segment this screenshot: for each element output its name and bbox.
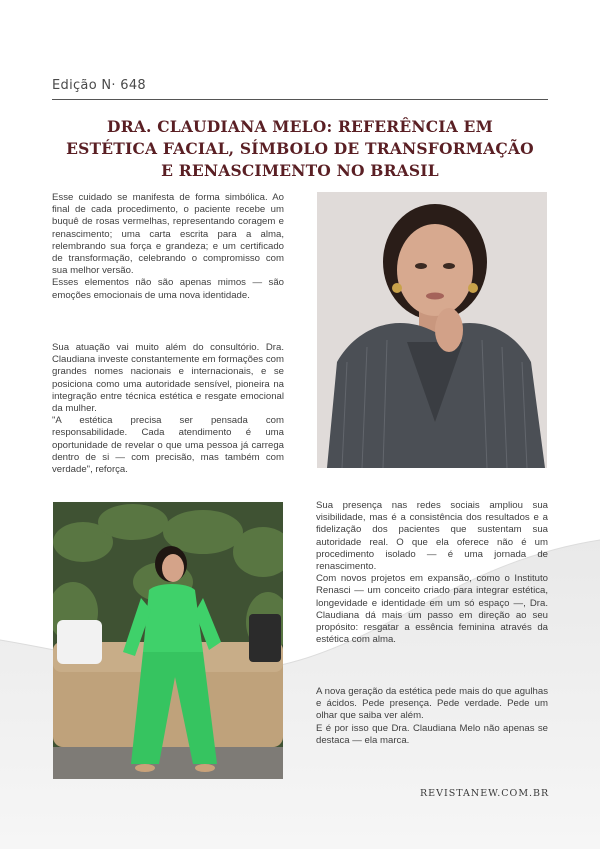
- paragraph: Sua atuação vai muito além do consultório. Dra. Claudiana investe constantemente em formações com grandes nomes nacionais e internacionais, e se posiciona como uma autoridade sensível, pioneira na integração entre técnica estética e resgate emocional da mulher.: [52, 342, 284, 415]
- paragraph: Esses elementos não são apenas mimos — são emoções emocionais de uma nova identidade.: [52, 277, 284, 301]
- edition-number: Edição N· 648: [52, 78, 146, 93]
- text-block-3: [316, 500, 548, 646]
- text-block-1: [52, 192, 284, 302]
- article-title: DRA. CLAUDIANA MELO: REFERÊNCIA EM ESTÉTICA FACIAL, SÍMBOLO DE TRANSFORMAÇÃO E RENASCIMENTO NO BRASIL: [66, 117, 534, 180]
- header-divider: [52, 99, 548, 100]
- paragraph: "A estética precisa ser pensada com responsabilidade. Cada atendimento é uma oportunidade de revelar o que uma pessoa já carrega dentro de si — com precisão, mas também com verdade", reforça.: [52, 415, 284, 476]
- paragraph: Sua presença nas redes sociais ampliou sua visibilidade, mas é a consistência dos resultados e a fidelização dos pacientes que sustentam sua autoridade real. O que ela oferece não é um procedimento isolado — é uma jornada de renascimento.: [316, 500, 548, 573]
- paragraph: E é por isso que Dra. Claudiana Melo não apenas se destaca — ela marca.: [316, 722, 548, 746]
- text-block-2: [52, 342, 284, 476]
- website-link[interactable]: REVISTANEW.COM.BR: [420, 788, 550, 799]
- paragraph: Com novos projetos em expansão, como o Instituto Renasci — um conceito criado para integrar estética, longevidade e identidade em um só espaço —, Dra. Claudiana dá mais um passo em direção ao seu propósito: resgatar a essência feminina através da estética com alma.: [316, 573, 548, 646]
- text-block-4: [316, 686, 548, 747]
- paragraph: Esse cuidado se manifesta de forma simbólica. Ao final de cada procedimento, o paciente recebe um buquê de rosas vermelhas, representando coragem e renascimento; uma carta escrita para a alma, relembrando sua força e grandeza; e um certificado de transformação, celebrando o compromisso com sua melhor versão.: [52, 192, 284, 277]
- paragraph: A nova geração da estética pede mais do que agulhas e ácidos. Pede presença. Pede verdade. Pede um olhar que saiba ver além.: [316, 686, 548, 722]
- portrait-photo: [317, 192, 547, 468]
- full-body-photo: [53, 502, 283, 779]
